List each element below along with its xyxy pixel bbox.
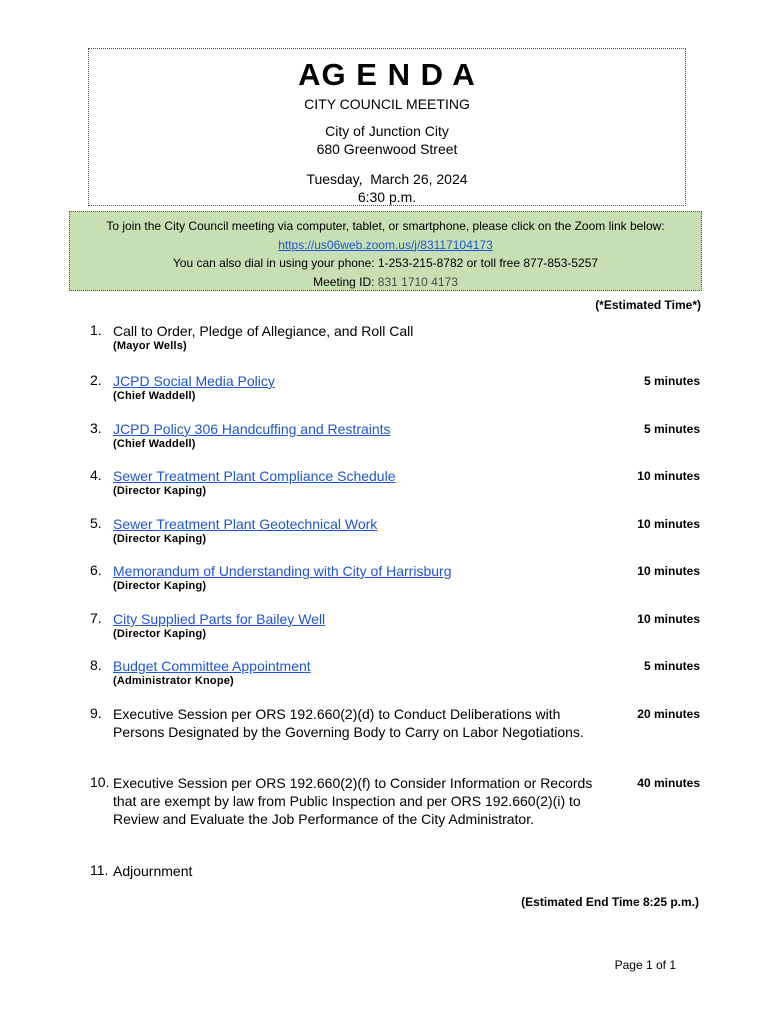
item-number: 10. — [90, 774, 110, 790]
item-duration: 5 minutes — [643, 422, 700, 436]
item-presenter: (Director Kaping) — [113, 580, 207, 592]
item-number: 2. — [90, 372, 102, 388]
item-link[interactable]: Sewer Treatment Plant Compliance Schedule — [113, 468, 396, 484]
agenda-header-box — [88, 48, 686, 206]
estimated-end-time: (Estimated End Time 8:25 p.m.) — [521, 895, 699, 909]
dial-in-info: You can also dial in using your phone: 1-253-215-8782 or toll free 877-853-5257 — [172, 256, 599, 270]
meeting-time: 6:30 p.m. — [357, 189, 417, 205]
item-title: Call to Order, Pledge of Allegiance, and Roll Call — [113, 323, 414, 339]
estimated-time-label: (*Estimated Time*) — [595, 298, 701, 312]
item-duration: 20 minutes — [637, 707, 700, 721]
item-duration: 5 minutes — [643, 374, 700, 388]
date-block — [89, 170, 685, 206]
item-number: 3. — [90, 420, 102, 436]
item-number: 9. — [90, 705, 102, 721]
item-presenter: (Chief Waddell) — [113, 438, 196, 450]
page-number: Page 1 of 1 — [614, 958, 676, 972]
item-presenter: (Director Kaping) — [113, 533, 207, 545]
item-presenter: (Director Kaping) — [113, 628, 207, 640]
item-link[interactable]: JCPD Social Media Policy — [113, 373, 275, 389]
item-presenter: (Director Kaping) — [113, 485, 207, 497]
street-address: 680 Greenwood Street — [316, 141, 458, 157]
item-link[interactable]: City Supplied Parts for Bailey Well — [113, 611, 326, 627]
meeting-date: Tuesday, March 26, 2024 — [306, 171, 468, 187]
item-duration: 10 minutes — [637, 612, 700, 626]
item-duration: 5 minutes — [643, 659, 700, 673]
item-link[interactable]: Budget Committee Appointment — [113, 658, 311, 674]
item-title: Executive Session per ORS 192.660(2)(f) to Consider Information or Records that are exempt by law from Public Inspection and per ORS 192.660(2)(i) to Review and Evaluate the Job Performance of the City Administrator. — [113, 775, 593, 827]
item-duration: 10 minutes — [637, 517, 700, 531]
item-duration: 40 minutes — [637, 776, 700, 790]
item-presenter: (Administrator Knope) — [113, 675, 234, 687]
item-number: 5. — [90, 515, 102, 531]
item-number: 1. — [90, 322, 102, 338]
zoom-link[interactable]: https://us06web.zoom.us/j/83117104173 — [278, 237, 493, 252]
item-number: 6. — [90, 562, 102, 578]
meeting-id-line — [70, 273, 701, 292]
item-number: 7. — [90, 610, 102, 626]
item-presenter: (Mayor Wells) — [113, 340, 187, 352]
item-link[interactable]: Sewer Treatment Plant Geotechnical Work — [113, 516, 378, 532]
meeting-id-label: Meeting ID: — [313, 274, 375, 289]
meeting-id-value: 831 1710 4173 — [377, 274, 458, 289]
address-block — [89, 122, 685, 158]
meeting-type: CITY COUNCIL MEETING — [304, 96, 470, 112]
item-number: 4. — [90, 467, 102, 483]
zoom-info-box — [69, 211, 702, 291]
zoom-intro: To join the City Council meeting via computer, tablet, or smartphone, please click on the Zoom link below: — [106, 219, 665, 233]
item-duration: 10 minutes — [637, 564, 700, 578]
city-name: City of Junction City — [325, 123, 449, 139]
item-duration: 10 minutes — [637, 469, 700, 483]
item-title: Executive Session per ORS 192.660(2)(d) to Conduct Deliberations with Persons Designated by the Governing Body to Carry on Labor Negotiations. — [113, 706, 584, 740]
item-title: Adjournment — [113, 863, 193, 879]
item-presenter: (Chief Waddell) — [113, 390, 196, 402]
item-link[interactable]: JCPD Policy 306 Handcuffing and Restraints — [113, 421, 391, 437]
item-number: 8. — [90, 657, 102, 673]
item-number: 11. — [90, 862, 109, 878]
agenda-title: AG E N D A — [298, 57, 476, 92]
item-link[interactable]: Memorandum of Understanding with City of Harrisburg — [113, 563, 452, 579]
